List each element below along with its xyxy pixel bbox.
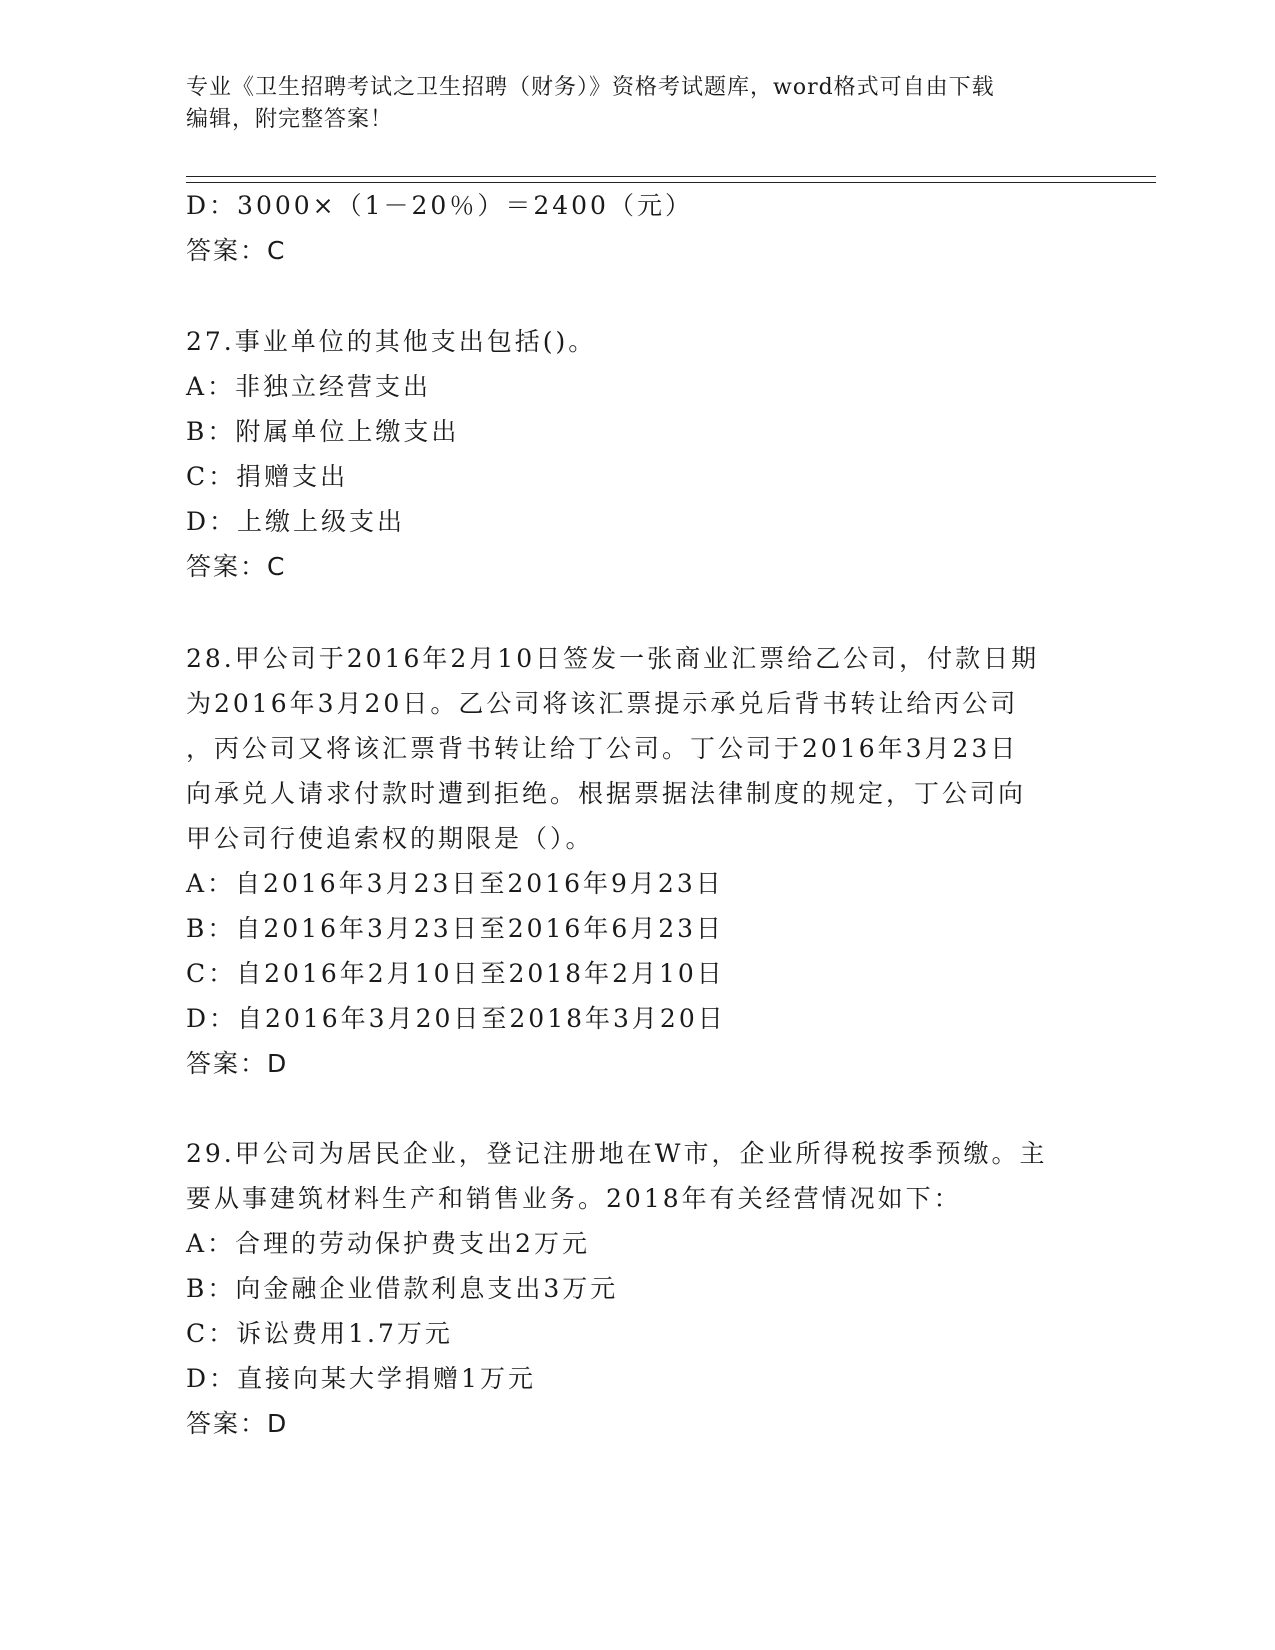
text-line: A：自2016年3月23日至2016年9月23日 <box>186 869 724 898</box>
text-line: B：向金融企业借款利息支出3万元 <box>186 1274 619 1303</box>
text-line: B：自2016年3月23日至2016年6月23日 <box>186 914 725 943</box>
header-divider-bottom <box>186 182 1156 183</box>
answer-line: 答案：D <box>186 1409 289 1438</box>
text-line: 甲公司行使追索权的期限是（）。 <box>186 824 594 853</box>
text-line: D：上缴上级支出 <box>186 507 406 536</box>
text-line: 要从事建筑材料生产和销售业务。2018年有关经营情况如下： <box>186 1184 962 1213</box>
answer-line: 答案：D <box>186 1049 289 1078</box>
document-header <box>186 72 1066 136</box>
text-line: 28.甲公司于2016年2月10日签发一张商业汇票给乙公司，付款日期 <box>186 644 1040 673</box>
answer-line: 答案：C <box>186 552 287 581</box>
header-line-2: 编辑，附完整答案！ <box>186 107 394 132</box>
text-line: D：直接向某大学捐赠1万元 <box>186 1364 536 1393</box>
text-line: ，丙公司又将该汇票背书转让给丁公司。丁公司于2016年3月23日 <box>186 734 1019 763</box>
text-line: C：自2016年2月10日至2018年2月10日 <box>186 959 725 988</box>
text-line: A：合理的劳动保护费支出2万元 <box>186 1229 590 1258</box>
text-line: D：自2016年3月20日至2018年3月20日 <box>186 1004 726 1033</box>
text-line: D：3000×（1－20％）＝2400（元） <box>186 191 693 220</box>
header-line-1: 专业《卫生招聘考试之卫生招聘（财务）》资格考试题库，word格式可自由下载 <box>186 75 995 100</box>
header-divider-top <box>186 176 1156 177</box>
text-line: A：非独立经营支出 <box>186 372 432 401</box>
text-line: 27.事业单位的其他支出包括()。 <box>186 327 597 356</box>
answer-line: 答案：C <box>186 236 287 265</box>
text-line: 向承兑人请求付款时遭到拒绝。根据票据法律制度的规定，丁公司向 <box>186 779 1027 808</box>
text-line: B：附属单位上缴支出 <box>186 417 460 446</box>
text-line: C：捐赠支出 <box>186 462 349 491</box>
text-line: 29.甲公司为居民企业，登记注册地在W市，企业所得税按季预缴。主 <box>186 1139 1048 1168</box>
text-line: C：诉讼费用1.7万元 <box>186 1319 453 1348</box>
text-line: 为2016年3月20日。乙公司将该汇票提示承兑后背书转让给丙公司 <box>186 689 1019 718</box>
